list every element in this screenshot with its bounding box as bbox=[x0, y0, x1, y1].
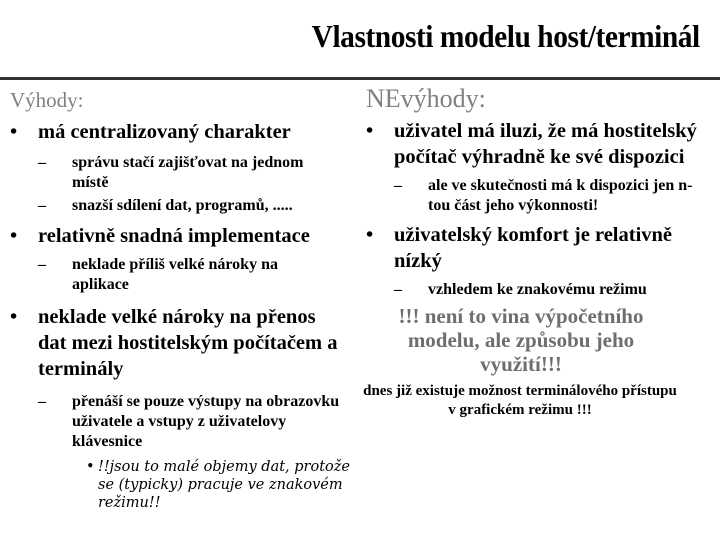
bullet-icon: • bbox=[10, 121, 18, 143]
advantages-column bbox=[10, 88, 370, 512]
disadvantage-item: • uživatelský komfort je relativně nízký bbox=[366, 224, 673, 272]
advantage-note: • !!jsou to malé objemy dat, protože se (typicky) pracuje ve znakovém režimu!! bbox=[86, 459, 350, 511]
bullet-icon: • bbox=[366, 120, 374, 142]
footnote: dnes již existuje možnost terminálového přístupu v grafickém režimu !!! bbox=[363, 383, 677, 418]
dash-icon: – bbox=[38, 197, 46, 214]
small-bullet-icon: • bbox=[86, 459, 95, 475]
disadvantage-subitem: – ale ve skutečnosti má k dispozici jen n-tou část jeho výkonnosti! bbox=[394, 177, 693, 214]
title-divider bbox=[0, 77, 720, 80]
dash-icon: – bbox=[394, 177, 402, 194]
advantage-item: • má centralizovaný charakter bbox=[10, 121, 291, 143]
disadvantages-heading: NEvýhody: bbox=[366, 84, 486, 113]
slide-title: Vlastnosti modelu host/terminál bbox=[311, 18, 700, 54]
advantage-subitem: – správu stačí zajišťovat na jednom místě bbox=[38, 154, 304, 191]
advantage-subitem: – přenáší se pouze výstupy na obrazovku uživatele a vstupy z uživatelovy klávesnice bbox=[38, 393, 340, 450]
dash-icon: – bbox=[394, 281, 402, 298]
advantages-heading: Výhody: bbox=[10, 88, 84, 112]
disadvantage-item: • uživatel má iluzi, že má hostitelský počítač výhradně ke své dispozici bbox=[366, 120, 697, 168]
bullet-icon: • bbox=[10, 225, 18, 247]
disadvantage-subitem: – vzhledem ke znakovému režimu bbox=[394, 281, 647, 298]
dash-icon: – bbox=[38, 154, 46, 171]
advantage-item: • neklade velké nároky na přenos dat mezi hostitelským počítačem a terminály bbox=[10, 306, 338, 380]
dash-icon: – bbox=[38, 393, 46, 410]
advantage-subitem: – neklade příliš velké nároky na aplikace bbox=[38, 256, 278, 293]
advantage-subitem: – snazší sdílení dat, programů, ..... bbox=[38, 197, 293, 214]
bullet-icon: • bbox=[366, 224, 374, 246]
emphasis-note: !!! není to vina výpočetního modelu, ale způsobu jeho využití!!! bbox=[398, 304, 644, 376]
dash-icon: – bbox=[38, 256, 46, 273]
disadvantages-column bbox=[363, 84, 716, 420]
bullet-icon: • bbox=[10, 306, 18, 328]
advantage-item: • relativně snadná implementace bbox=[10, 225, 310, 247]
